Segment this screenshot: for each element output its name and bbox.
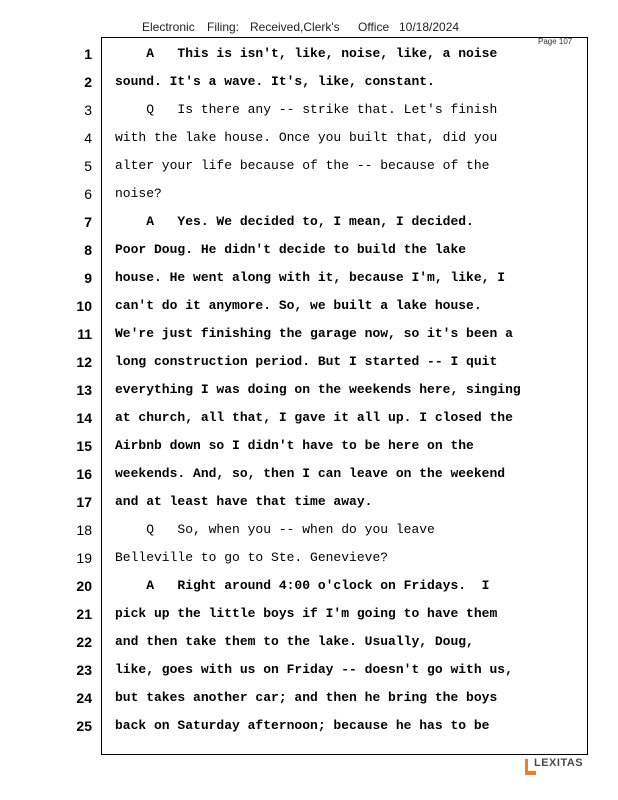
line-number: 1 (84, 46, 92, 62)
transcript-line: like, goes with us on Friday -- doesn't go with us, (115, 662, 513, 677)
transcript-line: pick up the little boys if I'm going to have them (115, 606, 498, 621)
transcript-line: A Right around 4:00 o'clock on Fridays. I (115, 578, 490, 593)
line-number: 20 (76, 578, 92, 594)
line-number: 2 (84, 74, 92, 90)
line-number: 11 (77, 326, 92, 342)
transcript-line: weekends. And, so, then I can leave on the weekend (115, 466, 506, 481)
stamp-office: Office (358, 20, 390, 34)
line-number: 10 (76, 298, 92, 314)
transcript-line: sound. It's a wave. It's, like, constant. (115, 74, 435, 89)
line-number: 14 (76, 410, 92, 426)
line-number: 12 (76, 354, 92, 370)
transcript-line: A This is isn't, like, noise, like, a noise (115, 46, 498, 61)
transcript-line: can't do it anymore. So, we built a lake house. (115, 298, 482, 313)
transcript-line: Belleville to go to Ste. Genevieve? (115, 550, 389, 565)
transcript-line: noise? (115, 186, 162, 201)
line-number: 18 (76, 522, 92, 538)
transcript-line: Q Is there any -- strike that. Let's finish (115, 102, 498, 117)
transcript-line: Q So, when you -- when do you leave (115, 522, 435, 537)
line-number: 4 (84, 130, 92, 146)
stamp-received: Received,Clerk's (250, 20, 340, 34)
filing-stamp-header (0, 20, 618, 36)
line-number: 22 (76, 634, 92, 650)
line-number: 3 (84, 102, 92, 118)
line-number: 13 (76, 382, 92, 398)
lexitas-logo (524, 757, 604, 777)
transcript-line: house. He went along with it, because I'm, like, I (115, 270, 506, 285)
transcript-line: We're just finishing the garage now, so it's been a (115, 326, 513, 341)
transcript-line: Airbnb down so I didn't have to be here on the (115, 438, 474, 453)
line-number: 21 (76, 606, 92, 622)
transcript-line: with the lake house. Once you built that, did you (115, 130, 498, 145)
line-number: 5 (84, 158, 92, 174)
transcript-line: back on Saturday afternoon; because he has to be (115, 718, 490, 733)
transcript-line: and at least have that time away. (115, 494, 373, 509)
line-number: 17 (76, 494, 92, 510)
transcript-line: Poor Doug. He didn't decide to build the lake (115, 242, 467, 257)
line-number: 9 (84, 270, 92, 286)
line-number: 23 (76, 662, 92, 678)
line-number: 16 (76, 466, 92, 482)
transcript-line: but takes another car; and then he bring the boys (115, 690, 498, 705)
line-number: 25 (76, 718, 92, 734)
stamp-date: 10/18/2024 (399, 20, 460, 34)
transcript-line: alter your life because of the -- because of the (115, 158, 490, 173)
stamp-electronic: Electronic (142, 20, 195, 34)
transcript-line: and then take them to the lake. Usually, Doug, (115, 634, 474, 649)
line-number: 6 (84, 186, 92, 202)
stamp-filing: Filing: (207, 20, 240, 34)
line-number: 19 (76, 550, 92, 566)
line-number: 15 (76, 438, 92, 454)
transcript-line: long construction period. But I started -- I quit (115, 354, 498, 369)
logo-text: LEXITAS (534, 757, 584, 769)
transcript-line: A Yes. We decided to, I mean, I decided. (115, 214, 474, 229)
page-number: Page 107 (538, 37, 573, 46)
line-number: 8 (84, 242, 92, 258)
transcript-line: everything I was doing on the weekends here, singing (115, 382, 521, 397)
line-number: 24 (76, 690, 92, 706)
line-number: 7 (84, 214, 92, 230)
transcript-line: at church, all that, I gave it all up. I closed the (115, 410, 513, 425)
